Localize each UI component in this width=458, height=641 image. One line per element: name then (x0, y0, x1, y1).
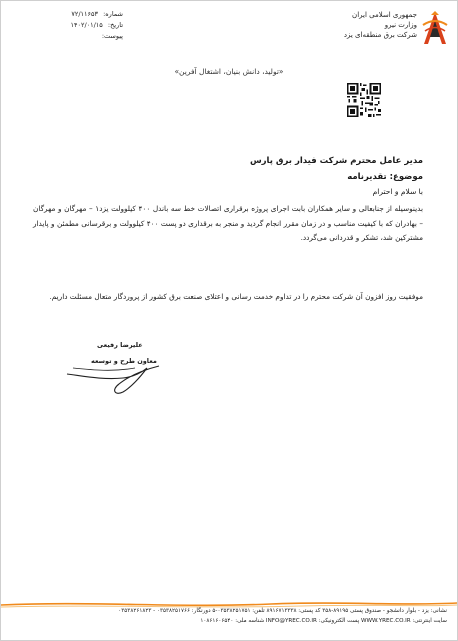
subject: موضوع: تقدیرنامه (347, 172, 423, 182)
letterhead-logo-block (339, 7, 449, 55)
signer-name: علیرضا رفیعی (97, 341, 143, 349)
org-line-3: شرکت برق منطقه‌ای یزد (343, 31, 417, 39)
letter-attachment (13, 31, 123, 42)
footer-web: سایت اینترنتی: WWW.YREC.CO.IR پست الکترونیکی: INFO@YREC.CO.IR شناسه ملی: ۱۰۸۶۱۶۰۶۵۴۰ (200, 618, 447, 624)
greeting: با سلام و احترام (372, 187, 423, 196)
letter-number-label: شماره: (103, 10, 123, 18)
qr-code-icon (347, 83, 381, 117)
signer-title: معاون طرح و توسعه (91, 357, 157, 365)
organization-name (327, 10, 417, 40)
letter-attachment-label: پیوست: (101, 32, 123, 40)
letter-date (13, 20, 123, 31)
org-line-1: جمهوری اسلامی ایران (352, 11, 417, 19)
footer-address: نشانی: یزد - بلوار دانشجو - صندوق پستی ۸۹۱۹۵-۳۵۸ کد پستی: ۸۹۱۶۷۱۳۳۳۸ تلفن: ۰۳۵۳۸۲۵۱۷۵۱-۵ دورنگار: ۰۳۵۳۸۲۵۱۷۶۶ - ۰۳۵۳۸۲۶۱۸۲۳ (118, 608, 447, 614)
slogan: «تولید، دانش بنیان، اشتغال آفرین» (174, 67, 284, 76)
power-tower-logo-icon (421, 11, 449, 45)
body-paragraph-1: بدینوسیله از جنابعالی و سایر همکاران بابت اجرای پروژه برقراری اتصالات خط سه باندل ۴۰۰ کیلوولت یزد۱ – مهرگان و مهرگان – بهادران که با کیفیت مناسب و در زمان مقرر انجام گردید و منجر به برقداری دو پست ۴۰۰ کیلوولت و برقرسانی مطمئن و پایدار مشترکین شد، تشکر و قدردانی می‌گردد. (33, 204, 423, 242)
letter-date-value: ۱۴۰۲/۰۱/۱۵ (70, 21, 103, 29)
letter-meta (13, 9, 123, 42)
footer-contact (13, 606, 447, 626)
org-line-2: وزارت نیرو (384, 21, 417, 29)
addressee: مدیر عامل محترم شرکت فیدار برق پارس (249, 156, 423, 166)
letter-number (13, 9, 123, 20)
handwritten-signature (63, 346, 163, 396)
letter-date-label: تاریخ: (107, 21, 123, 29)
body-paragraph-2: موفقیت روز افزون آن شرکت محترم را در تداوم خدمت رسانی و اعتلای صنعت برق کشور از پروردگار متعال مسئلت داریم. (49, 292, 423, 301)
letter-number-value: ۷۲/۱۱۶۵۳ (71, 10, 98, 18)
